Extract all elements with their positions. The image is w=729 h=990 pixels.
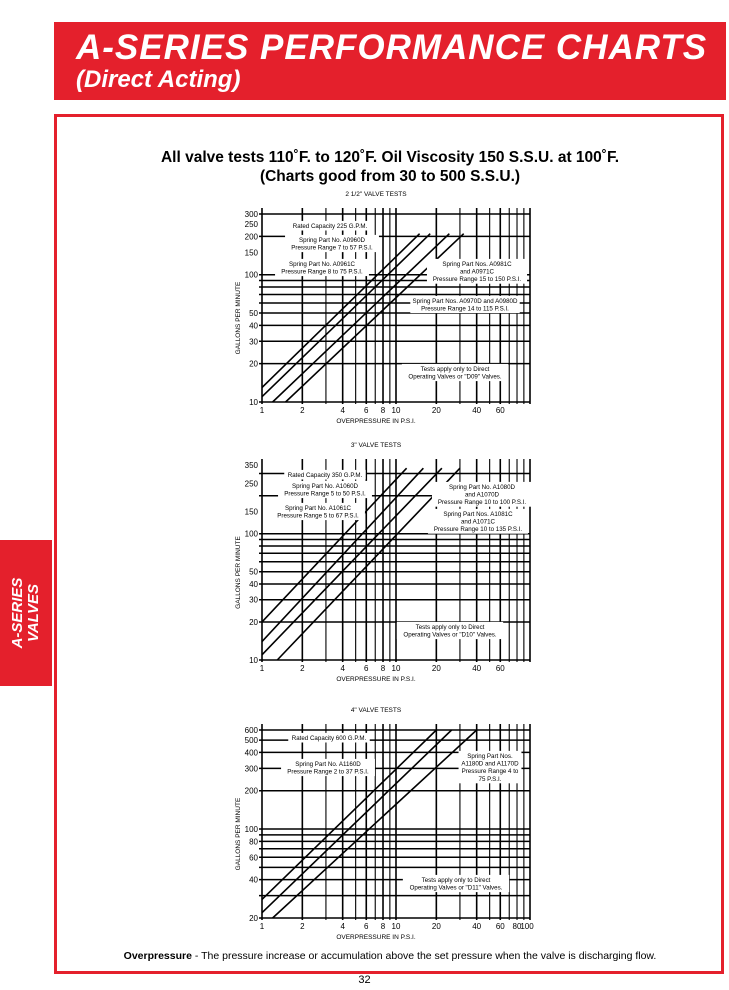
chart-1-annotation: Spring Part No. A1061C Pressure Range 5 to 67 P.S.I. [277, 505, 359, 520]
chart-0-ytick: 200 [244, 232, 258, 242]
chart-0-ytick: 30 [249, 337, 258, 347]
chart-2-xtick: 40 [472, 922, 482, 931]
footnote-term: Overpressure [123, 950, 192, 962]
page-title: A-SERIES PERFORMANCE CHARTS [76, 28, 708, 67]
chart-2-ytick: 400 [244, 748, 258, 758]
chart-2-annotation: Spring Part No. A1160D Pressure Range 2 to 37 P.S.I. [287, 761, 369, 776]
chart-2-ytick: 600 [244, 726, 258, 735]
chart-0-xtick: 4 [340, 406, 345, 415]
footnote-text: - The pressure increase or accumulation above the set pressure when the valve is discharging flow. [191, 950, 657, 962]
chart-0-title: 2 1/2" VALVE TESTS [345, 191, 407, 198]
chart-1-ytick: 150 [244, 507, 258, 517]
chart-2-xtick: 4 [340, 922, 345, 931]
chart-0-ytick: 50 [249, 309, 258, 319]
chart-2-ytick: 60 [249, 853, 258, 863]
chart-2-xtick: 60 [495, 922, 505, 931]
chart-2-title: 4" VALVE TESTS [350, 707, 402, 714]
side-tab-line2: VALVES [25, 583, 42, 643]
chart-0-annotation: Tests apply only to Direct Operating Valves or "D09" Valves. [408, 366, 502, 381]
chart-2-xtick: 100 [520, 922, 534, 931]
chart-1-xtick: 2 [300, 664, 305, 673]
chart-1-xtick: 4 [340, 664, 345, 673]
chart-0-ytick: 250 [244, 220, 258, 230]
chart-0-xtick: 1 [259, 406, 265, 415]
overpressure-definition [60, 950, 720, 962]
chart-0-annotation: Rated Capacity 225 G.P.M. [292, 223, 368, 230]
chart-0-ytick: 40 [249, 321, 258, 331]
chart-2-xtick: 80 [512, 922, 522, 931]
chart-2-xtick: 6 [364, 922, 369, 931]
chart-1-ytick: 100 [244, 529, 258, 539]
chart-0-xtick: 20 [431, 406, 441, 415]
chart-2-ytick: 40 [249, 875, 258, 885]
chart-1-xlabel: OVERPRESSURE IN P.S.I. [336, 676, 416, 683]
chart-0-ytick: 100 [244, 270, 258, 280]
chart-2-ytick: 300 [244, 764, 258, 774]
chart-2-annotation: Spring Part Nos. A1180D and A1170D Pressure Range 4 to 75 P.S.I. [461, 753, 519, 783]
chart-2-ytick: 500 [244, 736, 258, 746]
chart-0-xlabel: OVERPRESSURE IN P.S.I. [336, 418, 416, 425]
chart-1-ytick: 10 [249, 656, 258, 665]
chart-0-annotation: Spring Part No. A0961C Pressure Range 8 to 75 P.S.I. [281, 261, 363, 276]
chart-0-annotation: Spring Part Nos. A0970D and A0980D Pressure Range 14 to 115 P.S.I. [412, 298, 518, 313]
chart-1-xtick: 60 [495, 664, 505, 673]
chart-2-xtick: 8 [380, 922, 386, 931]
test-conditions-line2: (Charts good from 30 to 500 S.S.U.) [259, 168, 521, 185]
chart-0-xtick: 40 [472, 406, 482, 415]
chart-1-annotation: Spring Part Nos. A1081C and A1071C Pressure Range 10 to 135 P.S.I. [433, 511, 523, 534]
side-tab-line1: A-SERIES [9, 577, 26, 649]
page-number: 32 [358, 974, 371, 986]
chart-1-annotation: Rated Capacity 350 G.P.M. [287, 472, 363, 479]
chart-1-xtick: 8 [380, 664, 386, 673]
chart-1-title: 3" VALVE TESTS [350, 442, 402, 449]
chart-0-annotation: Spring Part No. A0960D Pressure Range 7 to 57 P.S.I. [291, 237, 373, 252]
chart-2-ylabel: GALLONS PER MINUTE [235, 797, 242, 871]
chart-0-xtick: 60 [495, 406, 505, 415]
chart-2-annotation: Tests apply only to Direct Operating Valves or "D11" Valves. [409, 877, 503, 892]
chart-1-annotation: Spring Part No. A1080D and A1070D Pressure Range 10 to 100 P.S.I. [437, 484, 527, 507]
chart-2-series-0 [262, 730, 436, 899]
chart-0-xtick: 2 [300, 406, 305, 415]
chart-0-ytick: 300 [244, 210, 258, 219]
chart-0-ytick: 150 [244, 248, 258, 258]
chart-1-ytick: 40 [249, 579, 258, 589]
chart-1-xtick: 6 [364, 664, 369, 673]
chart-1-xtick: 10 [391, 664, 401, 673]
chart-1-annotation: Tests apply only to Direct Operating Valves or "D10" Valves. [403, 624, 497, 639]
chart-2-xtick: 2 [300, 922, 305, 931]
chart-2-ytick: 100 [244, 825, 258, 835]
chart-1-ytick: 350 [244, 461, 258, 470]
chart-1-ylabel: GALLONS PER MINUTE [235, 536, 242, 609]
chart-2-ytick: 20 [249, 914, 258, 923]
chart-2-xlabel: OVERPRESSURE IN P.S.I. [336, 934, 416, 941]
chart-1-ytick: 20 [249, 617, 258, 627]
chart-0-xtick: 10 [391, 406, 401, 415]
chart-2-annotation: Rated Capacity 600 G.P.M. [291, 735, 367, 742]
chart-1-ytick: 50 [249, 567, 258, 577]
chart-0-xtick: 8 [380, 406, 386, 415]
chart-2-ytick: 200 [244, 786, 258, 796]
page-subtitle: (Direct Acting) [76, 66, 241, 93]
chart-0-xtick: 6 [364, 406, 369, 415]
chart-1-xtick: 40 [472, 664, 482, 673]
chart-1-xtick: 1 [259, 664, 265, 673]
chart-0-ylabel: GALLONS PER MINUTE [235, 281, 242, 355]
chart-0-ytick: 20 [249, 359, 258, 369]
chart-2-xtick: 20 [431, 922, 441, 931]
chart-1-ytick: 30 [249, 595, 258, 605]
chart-1-xtick: 20 [431, 664, 441, 673]
test-conditions-line1: All valve tests 110˚F. to 120˚F. Oil Viscosity 150 S.S.U. at 100˚F. [160, 149, 620, 166]
chart-2-xtick: 10 [391, 922, 401, 931]
chart-2-xtick: 1 [259, 922, 265, 931]
chart-2-ytick: 80 [249, 837, 258, 847]
chart-1-ytick: 250 [244, 479, 258, 489]
chart-0-ytick: 10 [249, 398, 258, 407]
chart-0-annotation: Spring Part Nos. A0981C and A0971C Pressure Range 15 to 150 P.S.I. [432, 261, 522, 284]
chart-1-annotation: Spring Part No. A1060D Pressure Range 5 to 50 P.S.I. [284, 483, 366, 498]
